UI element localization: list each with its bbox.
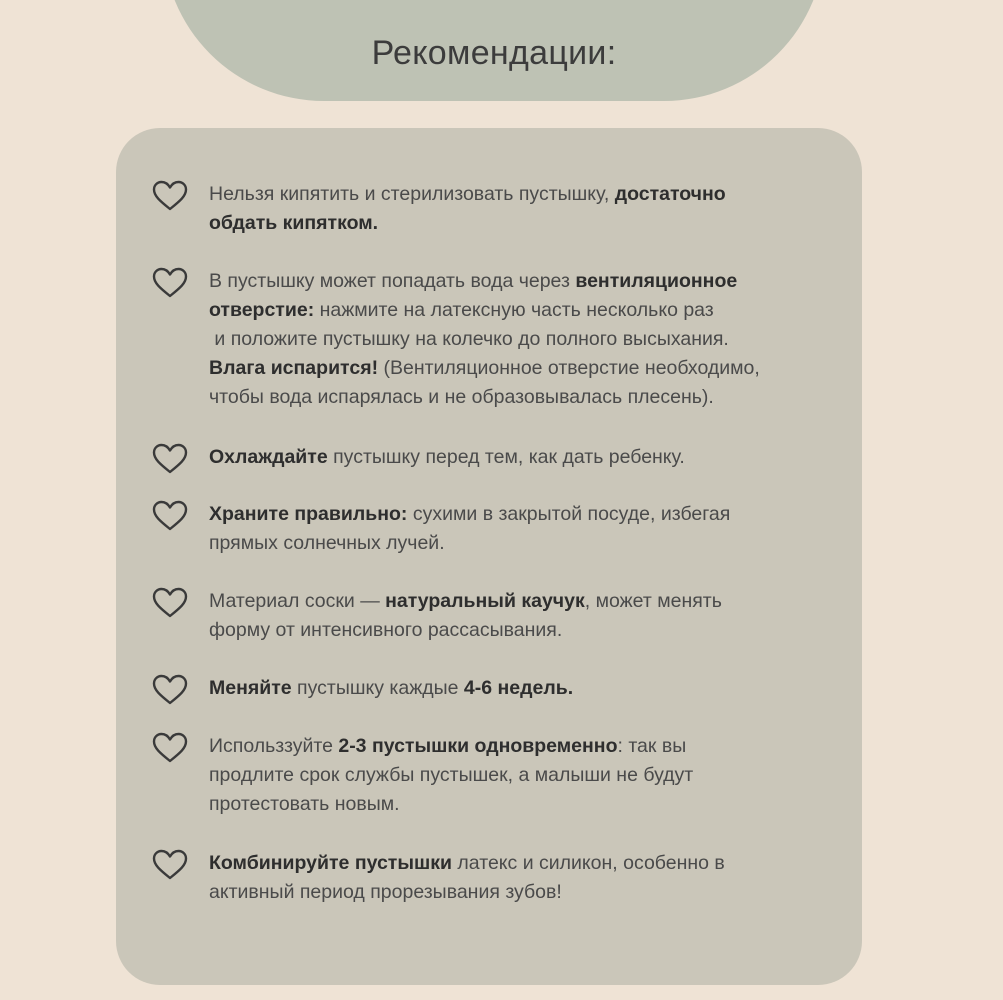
bold-text-segment: достаточно: [614, 183, 726, 205]
bold-text-segment: обдать кипятком.: [209, 212, 379, 234]
bold-text-segment: 4-6 недель.: [463, 677, 574, 699]
text-segment: Использзуйте: [209, 735, 339, 757]
recommendation-text: [209, 587, 849, 645]
bold-text-segment: 2-3 пустышки одновременно: [338, 735, 618, 757]
text-segment: чтобы вода испарялась и не образовывалась плесень).: [209, 386, 714, 408]
text-segment: активный период прорезывания зубов!: [209, 881, 562, 903]
heart-icon: [152, 732, 188, 764]
recommendation-text: [209, 732, 849, 819]
heart-icon: [152, 674, 188, 706]
text-segment: пустышку каждые: [291, 677, 464, 699]
bold-text-segment: Храните правильно:: [209, 503, 408, 525]
text-segment: форму от интенсивного рассасывания.: [209, 619, 563, 641]
bold-text-segment: Комбинируйте пустышки: [209, 852, 453, 874]
heart-icon: [152, 267, 188, 299]
text-segment: продлите срок службы пустышек, а малыши не будут: [209, 764, 694, 786]
text-segment: латекс и силикон, особенно в: [452, 852, 725, 874]
recommendations-card: [116, 128, 862, 985]
heart-icon: [152, 587, 188, 619]
text-segment: нажмите на латексную часть несколько раз: [314, 299, 714, 321]
bold-text-segment: Охлаждайте: [209, 446, 328, 468]
heart-icon: [152, 849, 188, 881]
heart-icon: [152, 443, 188, 475]
text-segment: : так вы: [617, 735, 687, 757]
bold-text-segment: натуральный каучук: [385, 590, 585, 612]
text-segment: Нельзя кипятить и стерилизовать пустышку,: [209, 183, 615, 205]
title-tab: [163, 0, 825, 101]
page-title: Рекомендации:: [371, 34, 617, 72]
text-segment: Материал соски —: [209, 590, 386, 612]
text-segment: прямых солнечных лучей.: [209, 532, 445, 554]
bold-text-segment: Меняйте: [209, 677, 292, 699]
heart-icon: [152, 500, 188, 532]
text-segment: , может менять: [584, 590, 722, 612]
heart-icon: [152, 180, 188, 212]
bold-text-segment: вентиляционное: [575, 270, 738, 292]
text-segment: В пустышку может попадать вода через: [209, 270, 576, 292]
recommendation-text: [209, 849, 849, 907]
text-segment: сухими в закрытой посуде, избегая: [407, 503, 731, 525]
text-segment: пустышку перед тем, как дать ребенку.: [327, 446, 685, 468]
bold-text-segment: Влага испарится!: [209, 357, 379, 379]
recommendation-text: [209, 267, 849, 412]
text-segment: (Вентиляционное отверстие необходимо,: [378, 357, 760, 379]
text-segment: и положите пустышку на колечко до полного высыхания.: [209, 328, 729, 350]
recommendation-text: [209, 674, 849, 703]
recommendation-text: [209, 443, 849, 472]
recommendation-text: [209, 180, 849, 238]
text-segment: протестовать новым.: [209, 793, 400, 815]
bold-text-segment: отверстие:: [209, 299, 315, 321]
recommendation-text: [209, 500, 849, 558]
